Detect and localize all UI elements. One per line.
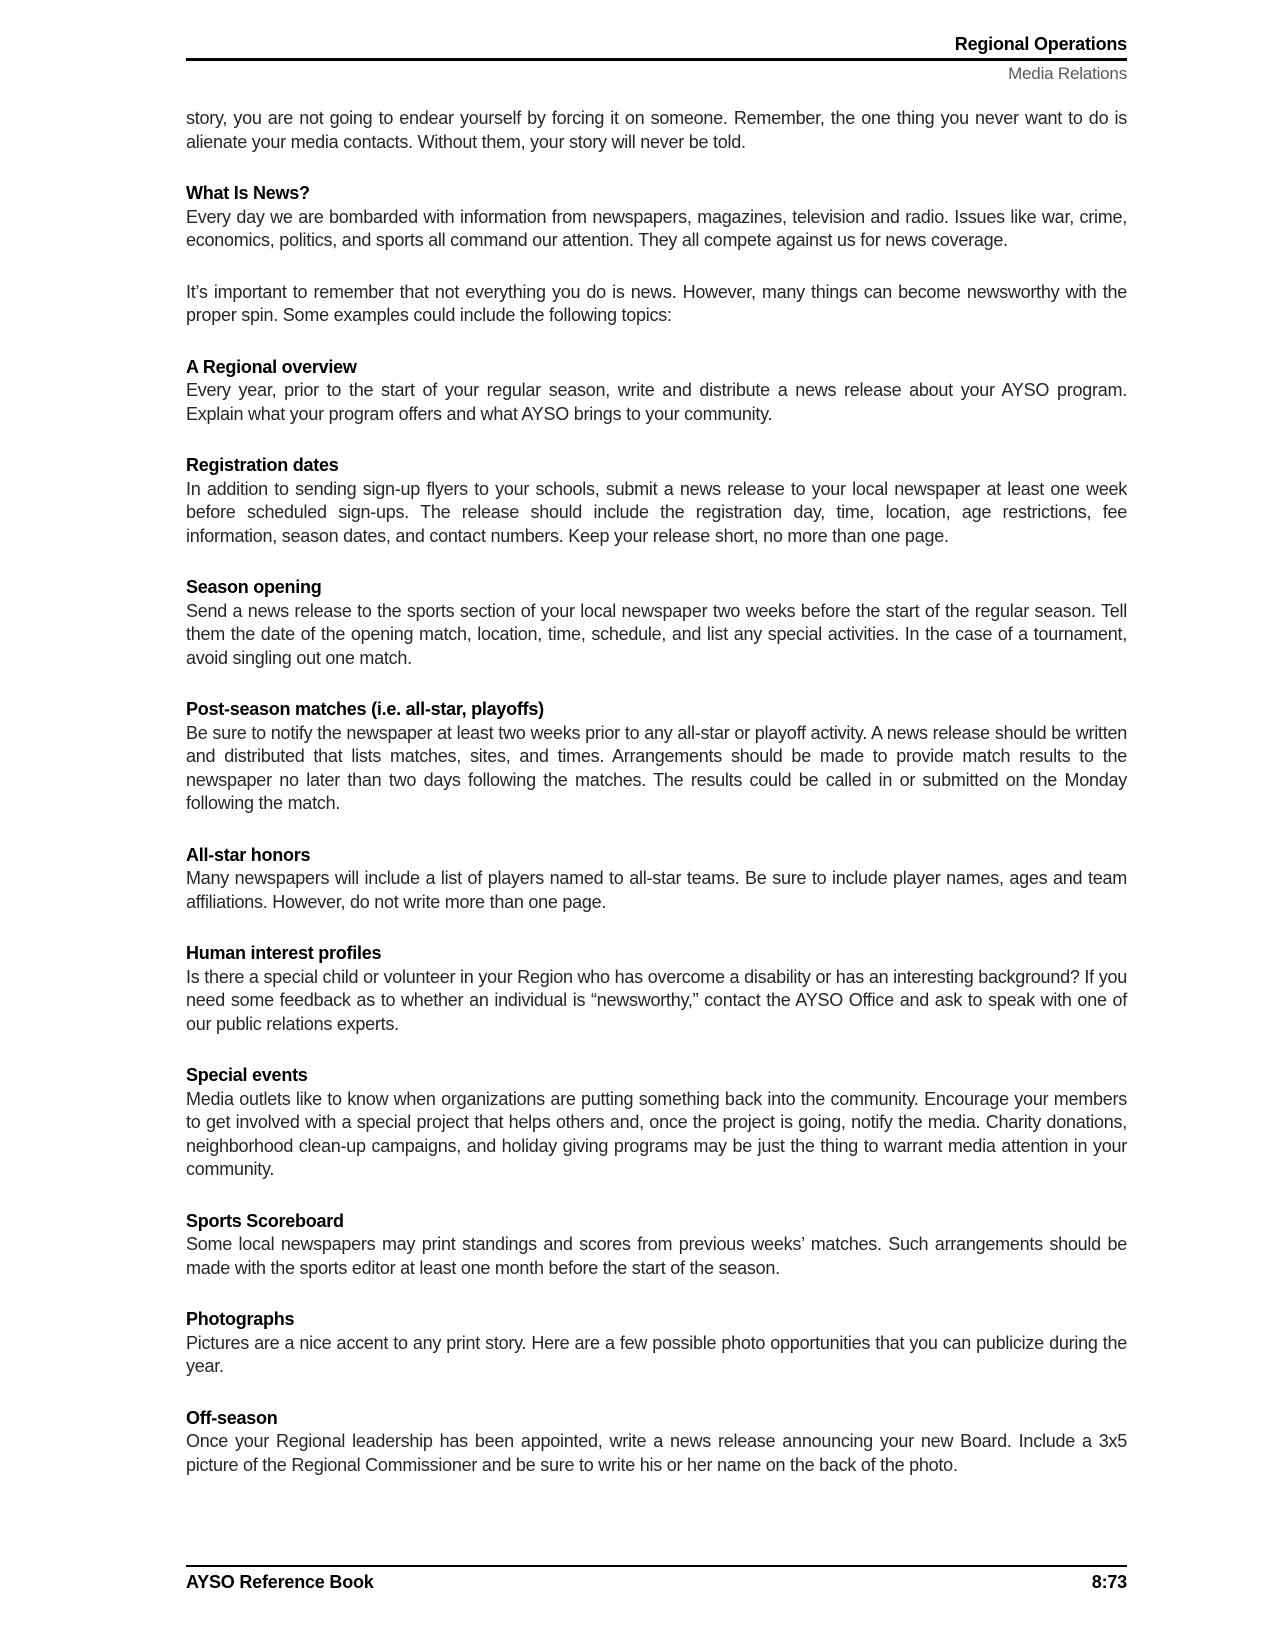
section: [186, 182, 1127, 328]
section-heading: All-star honors: [186, 844, 311, 865]
section-paragraph: Is there a special child or volunteer in your Region who has overcome a disability or has an interesting background? If you need some feedback as to whether an individual is “newsworthy,” contact the AYSO Office and ask to speak with one of our public relations experts.: [186, 966, 1127, 1034]
section-heading: A Regional overview: [186, 356, 357, 377]
section-paragraph: Pictures are a nice accent to any print story. Here are a few possible photo opportunities that you can publicize during the year.: [186, 1332, 1127, 1376]
header-title: Regional Operations: [954, 34, 1127, 54]
section-paragraph: It’s important to remember that not everything you do is news. However, many things can become newsworthy with the proper spin. Some examples could include the following topics:: [186, 281, 1127, 325]
section: [186, 454, 1127, 548]
footer-row: [186, 1567, 1127, 1593]
section-heading: Photographs: [186, 1309, 295, 1329]
section: [186, 576, 1127, 670]
section-paragraph: Some local newspapers may print standings and scores from previous weeks’ matches. Such arrangements should be made with the sports editor at least one month before the start of the season.: [186, 1234, 1127, 1278]
section-heading: Registration dates: [186, 455, 339, 475]
section-paragraph: In addition to sending sign-up flyers to your schools, submit a news release to your local newspaper at least one week before scheduled sign-ups. The release should include the registration day, time, location, age restrictions, fee information, season dates, and contact numbers. Keep your release short, no more than one page.: [186, 478, 1127, 546]
section: [186, 1407, 1127, 1478]
document-body: [186, 107, 1127, 1477]
footer-page-number: 8:73: [1091, 1572, 1127, 1592]
header-rule: [186, 58, 1127, 61]
sections-container: [186, 182, 1127, 1477]
section-paragraph: Many newspapers will include a list of players named to all-star teams. Be sure to include player names, ages and team affiliations. However, do not write more than one page.: [186, 868, 1127, 912]
content-area: [186, 0, 1127, 1477]
intro-paragraph: story, you are not going to endear yourself by forcing it on someone. Remember, the one thing you never want to do is alienate your media contacts. Without them, your story will never be told.: [186, 108, 1127, 152]
section-paragraph: Every day we are bombarded with information from newspapers, magazines, television and radio. Issues like war, crime, economics, politics, and sports all command our attention. They all compete against us for news coverage.: [186, 206, 1127, 250]
section-heading: Post-season matches (i.e. all-star, playoffs): [186, 699, 544, 719]
section: [186, 1064, 1127, 1182]
section: [186, 698, 1127, 816]
section-heading: Special events: [186, 1065, 308, 1085]
section: [186, 356, 1127, 427]
footer-book-title: AYSO Reference Book: [186, 1572, 374, 1592]
section-heading: Human interest profiles: [186, 943, 382, 963]
section-paragraph: Send a news release to the sports section of your local newspaper two weeks before the start of the regular season. Tell them the date of the opening match, location, time, schedule, and list any special activities. In the case of a tournament, avoid singling out one match.: [186, 600, 1127, 668]
section-paragraph: Once your Regional leadership has been appointed, write a news release announcing your new Board. Include a 3x5 picture of the Regional Commissioner and be sure to write his or her name on the back of the photo.: [186, 1431, 1127, 1475]
page-header: [186, 0, 1127, 85]
section-paragraph: Every year, prior to the start of your regular season, write and distribute a news release about your AYSO program. Explain what your program offers and what AYSO brings to your community.: [186, 380, 1127, 424]
section: [186, 1308, 1127, 1379]
section-heading: Sports Scoreboard: [186, 1210, 344, 1231]
section: [186, 942, 1127, 1036]
section-paragraph: Media outlets like to know when organizations are putting something back into the community. Encourage your members to get involved with a special project that helps others and, once the project is going, notify the media. Charity donations, neighborhood clean-up campaigns, and holiday giving programs may be just the thing to warrant media attention in your community.: [186, 1088, 1127, 1179]
section: [186, 1210, 1127, 1281]
section-heading: Off-season: [186, 1407, 278, 1428]
section: [186, 844, 1127, 915]
section-heading: What Is News?: [186, 183, 310, 203]
header-subtitle: Media Relations: [1008, 64, 1127, 83]
page-footer: [186, 1565, 1127, 1593]
section-heading: Season opening: [186, 577, 322, 597]
section-paragraph: Be sure to notify the newspaper at least two weeks prior to any all-star or playoff activity. A news release should be written and distributed that lists matches, sites, and times. Arrangements should be made to provide match results to the newspaper no later than two days following the matches. The results could be called in or submitted on the Monday following the match.: [186, 722, 1127, 813]
